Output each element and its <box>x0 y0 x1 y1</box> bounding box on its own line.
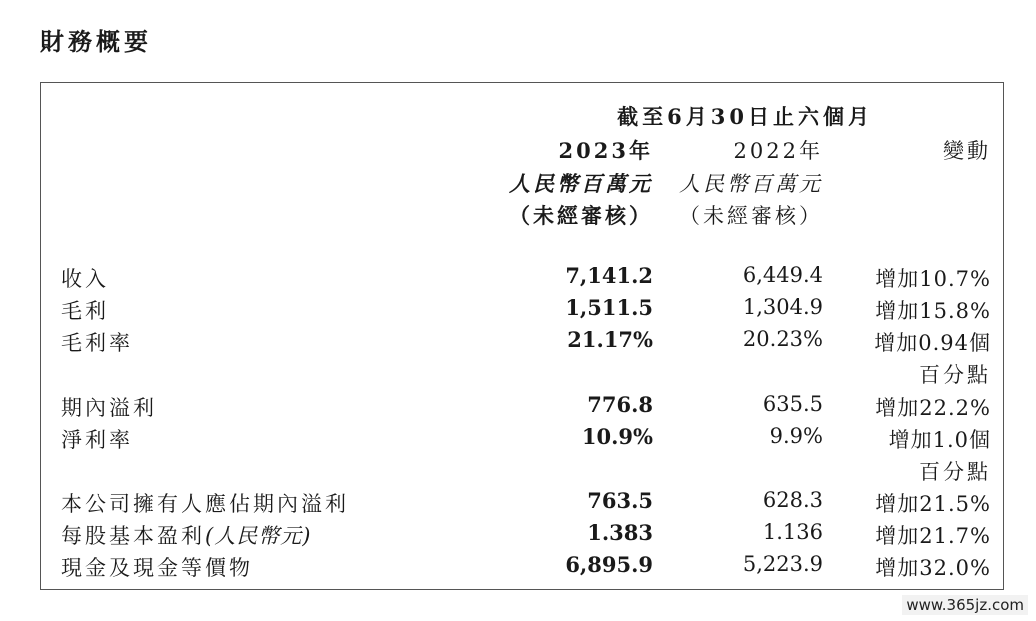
year-current-header: 2023年 <box>558 138 653 163</box>
gross-profit-prior: 1,304.9 <box>742 295 823 319</box>
profit-attributable-current: 763.5 <box>587 488 653 513</box>
net-margin-change-cont: 百分點 <box>919 460 991 484</box>
profit-prior: 635.5 <box>762 392 823 416</box>
gross-profit-change: 增加15.8% <box>875 299 991 323</box>
row-label-gross-margin: 毛利率 <box>61 331 133 355</box>
revenue-change: 增加10.7% <box>875 267 991 291</box>
year-prior-header: 2022年 <box>733 139 823 163</box>
row-label-basic-eps <box>61 520 311 550</box>
cash-prior: 5,223.9 <box>742 552 823 576</box>
audit-current-header: （未經審核） <box>509 203 653 228</box>
revenue-prior: 6,449.4 <box>742 263 823 287</box>
profit-current: 776.8 <box>587 392 653 417</box>
basic-eps-label: 每股基本盈利 <box>61 524 205 548</box>
gross-margin-change: 增加0.94個 <box>874 331 991 355</box>
basic-eps-change: 增加21.7% <box>875 524 991 548</box>
net-margin-current: 10.9% <box>581 424 653 449</box>
net-margin-change: 增加1.0個 <box>888 428 991 452</box>
row-label-net-margin: 淨利率 <box>61 428 133 452</box>
row-label-cash: 現金及現金等價物 <box>61 556 253 580</box>
profit-attributable-change: 增加21.5% <box>875 492 991 516</box>
basic-eps-current: 1.383 <box>587 520 653 545</box>
financial-summary-table <box>40 82 1004 590</box>
row-label-profit-attributable: 本公司擁有人應佔期內溢利 <box>61 492 349 516</box>
revenue-current: 7,141.2 <box>565 263 653 288</box>
cash-current: 6,895.9 <box>565 552 653 577</box>
gross-margin-current: 21.17% <box>567 327 653 352</box>
row-label-gross-profit: 毛利 <box>61 299 109 323</box>
unit-current-header: 人民幣百萬元 <box>509 171 653 196</box>
gross-margin-prior: 20.23% <box>742 327 823 351</box>
period-header: 截至6月30日止六個月 <box>617 104 873 129</box>
cash-change: 增加32.0% <box>875 556 991 580</box>
page-title: 財務概要 <box>40 28 152 56</box>
audit-prior-header: （未經審核） <box>679 204 823 228</box>
row-label-profit-for-period: 期內溢利 <box>61 396 157 420</box>
profit-attributable-prior: 628.3 <box>762 488 823 512</box>
basic-eps-unit: (人民幣元) <box>205 524 312 548</box>
basic-eps-prior: 1.136 <box>762 520 823 544</box>
row-label-revenue: 收入 <box>61 267 109 291</box>
profit-change: 增加22.2% <box>875 396 991 420</box>
change-header: 變動 <box>943 139 991 163</box>
gross-profit-current: 1,511.5 <box>565 295 653 320</box>
gross-margin-change-cont: 百分點 <box>919 363 991 387</box>
unit-prior-header: 人民幣百萬元 <box>679 172 823 196</box>
watermark: www.365jz.com <box>902 595 1028 615</box>
net-margin-prior: 9.9% <box>769 424 823 448</box>
